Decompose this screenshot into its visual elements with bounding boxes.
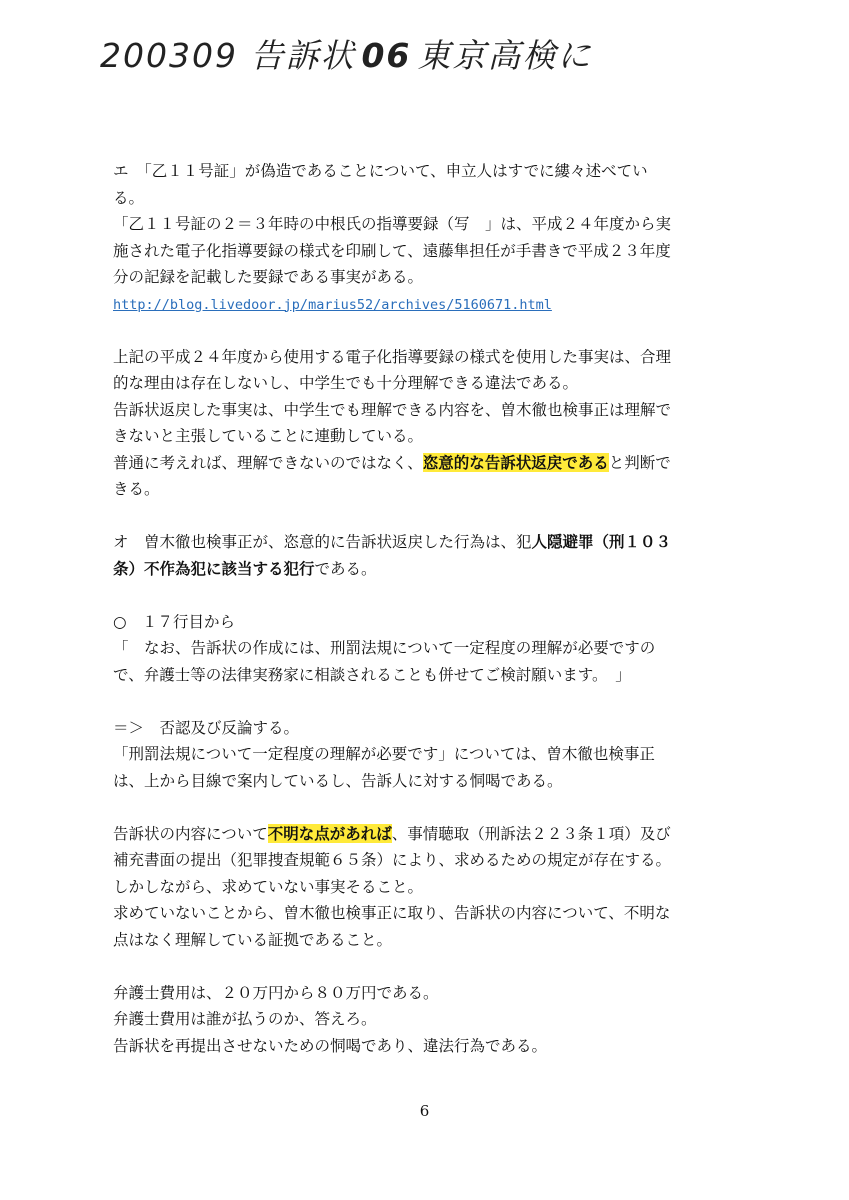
text-segment: オ 曽木徹也検事正が、恣意的に告訴状返戻した行為は、犯	[113, 533, 532, 551]
text-line: しかしながら、求めていない事実そること。	[113, 877, 424, 896]
text-line: きる。	[113, 480, 160, 498]
paragraph-gap	[113, 688, 753, 715]
text-line: エ 「乙１１号証」が偽造であることについて、申立人はすでに縷々述べてい	[113, 162, 648, 180]
paragraph-gap	[113, 317, 753, 344]
text-line: 「刑罰法規について一定程度の理解が必要です」については、曽木徹也検事正	[113, 745, 655, 763]
header-number: 06	[361, 36, 412, 75]
text-line: は、上から目線で案内しているし、告訴人に対する恫喝である。	[113, 771, 563, 790]
paragraph-gap	[113, 582, 753, 609]
document-body	[113, 158, 753, 1059]
text-segment: 、事情聴取（刑訴法２２３条１項）及び	[391, 824, 671, 843]
text-line: 「乙１１号証の２＝３年時の中根氏の指導要録（写 」は、平成２４年度から実	[113, 215, 672, 233]
text-line: 補充書面の提出（犯罪捜査規範６５条）により、求めるための規定が存在する。	[113, 851, 672, 869]
bold-text: 条）不作為犯に該当する犯行	[113, 558, 315, 578]
page-number: 6	[419, 1102, 430, 1120]
text-line: 告訴状返戻した事実は、中学生でも理解できる内容を、曽木徹也検事正は理解で	[113, 400, 672, 419]
text-line: 分の記録を記載した要録である事実がある。	[113, 268, 424, 286]
text-line: 施された電子化指導要録の様式を印刷して、遠藤隼担任が手書きで平成２３年度	[113, 241, 671, 260]
text-line	[113, 556, 753, 583]
text-line: 点はなく理解している証拠であること。	[113, 930, 393, 949]
text-segment: 普通に考えれば、理解できないのではなく、	[113, 453, 423, 472]
text-line: 告訴状を再提出させないための恫喝であり、違法行為である。	[113, 1036, 548, 1055]
text-line: 弁護士費用は誰が払うのか、答えろ。	[113, 1010, 377, 1028]
highlighted-text: 恣意的な告訴状返戻である	[422, 452, 609, 472]
header-recipient: 東京高検に	[417, 36, 593, 75]
bold-text: 人隠避罪（刑１０３	[531, 532, 672, 551]
text-segment: と判断で	[608, 453, 671, 472]
text-line: 「 なお、告訴状の作成には、刑罰法規について一定程度の理解が必要ですの	[113, 639, 656, 657]
text-line	[113, 529, 753, 556]
paragraph-gap	[113, 794, 753, 821]
text-line: 上記の平成２４年度から使用する電子化指導要録の様式を使用した事実は、合理	[113, 347, 672, 366]
text-segment: 告訴状の内容について	[113, 824, 268, 843]
text-line: で、弁護士等の法律実務家に相談されることも併せてご検討願います。 」	[113, 665, 631, 684]
text-line: ○ １７行目から	[113, 612, 236, 631]
text-line: る。	[113, 188, 145, 207]
text-line	[113, 450, 753, 477]
text-line: ＝＞ 否認及び反論する。	[113, 718, 300, 737]
text-segment: である。	[314, 559, 377, 578]
paragraph-gap	[113, 503, 753, 530]
text-line: 求めていないことから、曽木徹也検事正に取り、告訴状の内容について、不明な	[113, 904, 671, 922]
highlighted-text: 不明な点があれば	[267, 823, 392, 843]
handwritten-header	[100, 30, 592, 77]
paragraph-gap	[113, 953, 753, 980]
text-line	[113, 821, 753, 848]
text-line	[113, 291, 753, 318]
text-line: 的な理由は存在しないし、中学生でも十分理解できる違法である。	[113, 374, 579, 392]
header-date-title: 200309 告訴状	[100, 36, 356, 75]
text-line: きないと主張していることに連動している。	[113, 427, 424, 445]
text-line: 弁護士費用は、２０万円から８０万円である。	[113, 983, 439, 1002]
blog-link[interactable]: http://blog.livedoor.jp/marius52/archives/5160671.html	[113, 296, 552, 313]
